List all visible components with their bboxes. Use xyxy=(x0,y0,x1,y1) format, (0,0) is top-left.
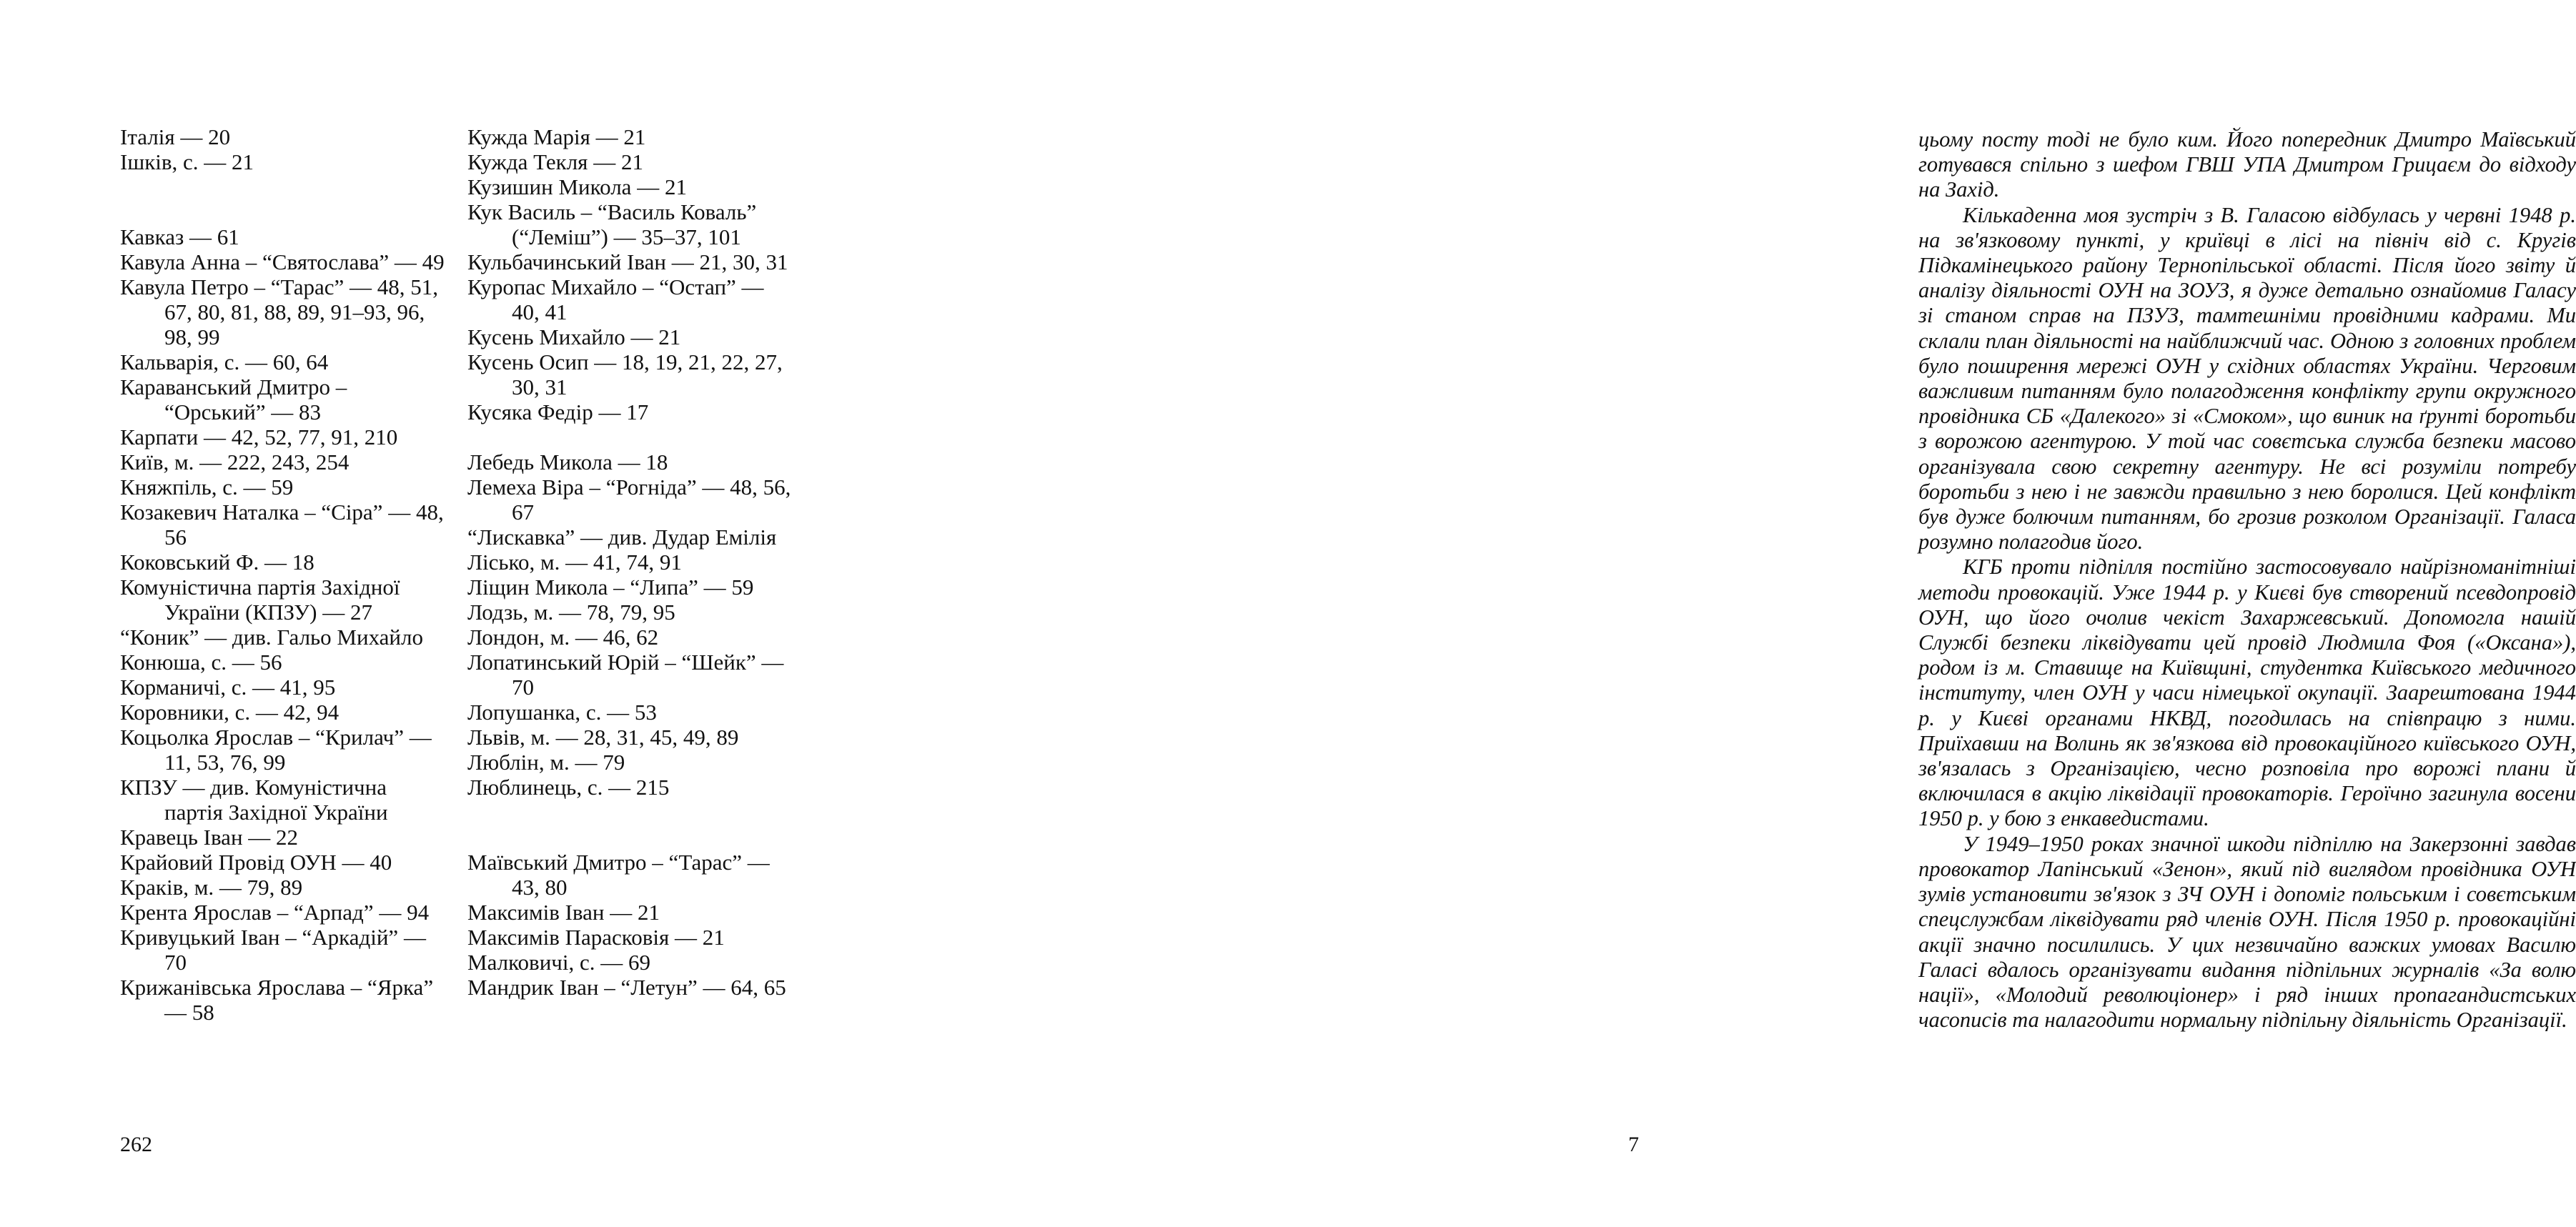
index-entry: Лопушанка, с. — 53 xyxy=(467,700,657,725)
index-entry: Кальварія, с. — 60, 64 xyxy=(120,349,329,374)
left-page-index xyxy=(0,0,893,1227)
index-entry: Коцьолка Ярослав – “Крилач” — 11, 53, 76, 99 xyxy=(120,725,432,775)
index-entry: Малковичі, с. — 69 xyxy=(467,950,650,975)
index-entry: Кузишин Микола — 21 xyxy=(467,174,687,199)
index-entry: Кук Василь – “Василь Коваль” (“Леміш”) — 35–37, 101 xyxy=(467,199,757,249)
index-entry: Лемеха Віра – “Рогніда” — 48, 56, 67 xyxy=(467,475,791,525)
index-entry: Кривуцький Іван – “Аркадій” — 70 xyxy=(120,925,426,975)
body-text xyxy=(1918,127,2576,1033)
index-entry: КПЗУ — див. Комуністична партія Західної України xyxy=(120,775,388,825)
index-entry: Комуністична партія Західної України (КПЗУ) — 27 xyxy=(120,575,400,625)
index-entry: Караванський Дмитро – “Орський” — 83 xyxy=(120,374,347,424)
paragraph: КГБ проти підпілля постійно застосовувало найрізноманітніші методи провокацій. Уже 1944 р. у Києві був створений псевдопровід ОУН, що його очолив чекіст Захаржевський. Допомогла нашій Службі безпеки ліквідувати цей провід Людмила Фоя («Оксана»), родом із м. Ставище на Київщині, студентка Київського медичного інституту, член ОУН у часи німецької окупації. Заарештована 1944 р. у Києві органами НКВД, погодилась на співпрацю з ними. Приїхавши на Волинь як зв'язкова від провокаційного київського ОУН, зв'язалась з Організацією, чесно розповіла про ворожі плани й включилася в акцію ліквідації провокаторів. Героїчно загинула восени 1950 р. у бою з енкаведистами. xyxy=(1918,555,2576,831)
index-entry: Ішків, с. — 21 xyxy=(120,149,254,174)
index-entry: Італія — 20 xyxy=(120,124,231,149)
index-entry: Куропас Михайло – “Остап” — 40, 41 xyxy=(467,274,764,324)
index-column-1 xyxy=(120,124,449,1025)
index-entry: Ліщин Микола – “Липа” — 59 xyxy=(467,575,754,600)
index-entry: Київ, м. — 222, 243, 254 xyxy=(120,449,350,475)
index-entry: Коровники, с. — 42, 94 xyxy=(120,700,340,725)
index-entry: Княжпіль, с. — 59 xyxy=(120,475,294,500)
index-entry: Коковський Ф. — 18 xyxy=(120,550,314,575)
right-page-text xyxy=(893,0,2576,1227)
index-entry: Кульбачинський Іван — 21, 30, 31 xyxy=(467,249,788,274)
index-entry: Кравець Іван — 22 xyxy=(120,825,299,850)
paragraph: Кількаденна моя зустріч з В. Галасою відбулась у червні 1948 р. на зв'язковому пункті, у криївці в лісі на північ від с. Кругів Підкамінецького району Тернопільської області. Після його звіту й аналізу діяльності ОУН на ЗОУЗ, я дуже детально ознайомив Галасу зі станом справ на ПЗУЗ, тамтешніми провідними кадрами. Ми склали план діяльності на найближчий час. Одною з головних проблем було поширення мережі ОУН у східних областях України. Черговим важливим питанням було полагодження конфлікту групи окружного провідника СБ «Далекого» зі «Смоком», що виник на ґрунті боротьби з ворожою агентурою. У той час совєтська служба безпеки масово організувала свою секретну агентуру. Не всі розуміли потребу боротьби з нею і не завжди правильно з нею боролися. Цей конфлікт був дуже болючим питанням, бо грозив розколом Організації. Галаса розумно полагодив його. xyxy=(1918,202,2576,555)
index-entry: Кавула Петро – “Тарас” — 48, 51, 67, 80, 81, 88, 89, 91–93, 96, 98, 99 xyxy=(120,274,439,349)
index-entry: Лодзь, м. — 78, 79, 95 xyxy=(467,600,675,625)
index-entry: Крента Ярослав – “Арпад” — 94 xyxy=(120,900,430,925)
page-number-right: 7 xyxy=(1628,1133,1639,1156)
index-entry: Кусяка Федір — 17 xyxy=(467,399,649,424)
index-entry: Люблинець, с. — 215 xyxy=(467,775,670,800)
index-spacer xyxy=(467,424,796,449)
index-entry: “Лискавка” — див. Дудар Емілія xyxy=(467,525,777,550)
index-entry: Лондон, м. — 46, 62 xyxy=(467,625,659,650)
index-entry: Кужда Марія — 21 xyxy=(467,124,646,149)
index-entry: Мандрик Іван – “Летун” — 64, 65 xyxy=(467,975,786,1000)
index-entry: Краків, м. — 79, 89 xyxy=(120,875,303,900)
index-entry: Максимів Парасковія — 21 xyxy=(467,925,725,950)
index-spacer xyxy=(120,174,449,224)
index-entry: Маївський Дмитро – “Тарас” — 43, 80 xyxy=(467,850,770,900)
index-entry: Лісько, м. — 41, 74, 91 xyxy=(467,550,682,575)
index-entry: Львів, м. — 28, 31, 45, 49, 89 xyxy=(467,725,739,750)
index-entry: Максимів Іван — 21 xyxy=(467,900,660,925)
index-entry: Кусень Осип — 18, 19, 21, 22, 27, 30, 31 xyxy=(467,349,783,399)
index-entry: Кусень Михайло — 21 xyxy=(467,324,681,349)
index-entry: Карпати — 42, 52, 77, 91, 210 xyxy=(120,424,398,449)
index-entry: Кавказ — 61 xyxy=(120,224,239,249)
index-entry: Конюша, с. — 56 xyxy=(120,650,282,675)
paragraph: цьому посту тоді не було ким. Його попередник Дмитро Маївський готувався спільно з шефом ГВШ УПА Дмитром Грицаєм до відходу на Захід. xyxy=(1918,127,2576,202)
page-number-left: 262 xyxy=(120,1133,152,1156)
index-entry: Кужда Текля — 21 xyxy=(467,149,643,174)
index-entry: Корманичі, с. — 41, 95 xyxy=(120,675,336,700)
index-entry: Люблін, м. — 79 xyxy=(467,750,625,775)
index-entry: Лопатинський Юрій – “Шейк” — 70 xyxy=(467,650,784,700)
index-entry: Козакевич Наталка – “Сіра” — 48, 56 xyxy=(120,500,444,550)
index-spacer xyxy=(467,800,796,850)
index-entry: “Коник” — див. Гальо Михайло xyxy=(120,625,423,650)
index-entry: Крайовий Провід ОУН — 40 xyxy=(120,850,392,875)
paragraph: У 1949–1950 роках значної шкоди підпіллю на Закерзонні завдав провокатор Лапінський «Зенон», який під виглядом провідника ОУН зумів установити зв'язок з ЗЧ ОУН і допоміг польським і совєтським спецслужбам ліквідувати ряд членів ОУН. Після 1950 р. провокаційні акції значно посилились. У цих незвичайно важких умовах Василю Галасі вдалось організувати видання підпільних журналів «За волю нації», «Молодий революціонер» і ряд інших пропагандистських часописів та налагодити нормальну підпільну діяльність Організації. xyxy=(1918,831,2576,1033)
index-entry: Лебедь Микола — 18 xyxy=(467,449,668,475)
index-entry: Кавула Анна – “Святослава” — 49 xyxy=(120,249,445,274)
index-entry: Крижанівська Ярослава – “Ярка” — 58 xyxy=(120,975,434,1025)
index-column-2 xyxy=(467,124,796,1000)
